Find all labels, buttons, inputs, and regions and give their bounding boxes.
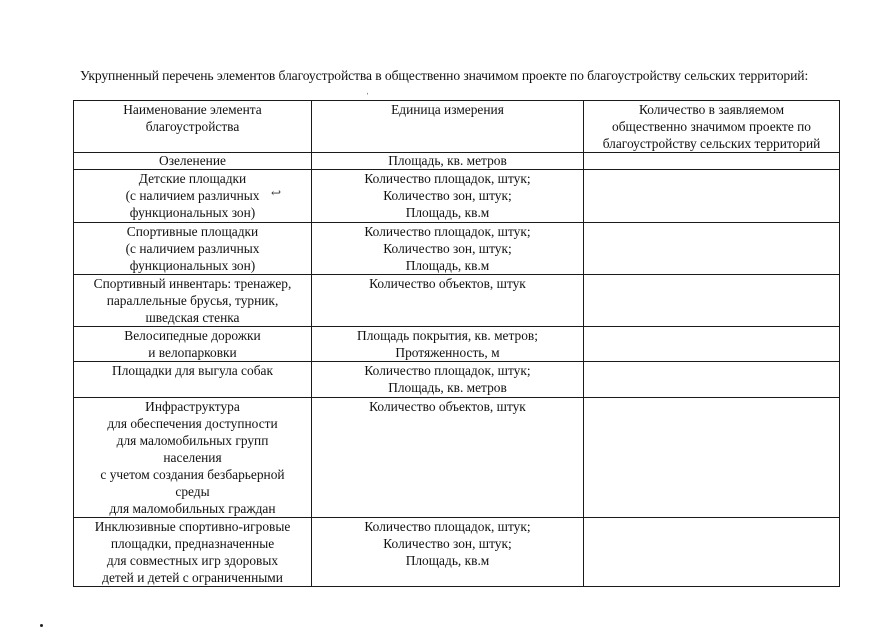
row-quantity — [584, 223, 840, 275]
table-header-row — [74, 101, 840, 153]
table-row — [74, 518, 840, 587]
document-heading: Укрупненный перечень элементов благоустройства в общественно значимом проекте по благоустройству сельских территорий: — [80, 68, 809, 83]
header-unit: Единица измерения — [312, 101, 584, 153]
row-quantity — [584, 518, 840, 587]
table-row — [74, 223, 840, 275]
table-row — [74, 153, 840, 170]
row-unit: Количество объектов, штук — [312, 275, 584, 327]
row-element-name: Инклюзивные спортивно-игровые площадки, предназначенные для совместных игр здоровых детей и детей с ограниченными — [74, 518, 312, 587]
row-unit: Площадь покрытия, кв. метров; Протяженность, м — [312, 327, 584, 362]
scan-speck — [40, 624, 43, 627]
row-element-name: Велосипедные дорожки и велопарковки — [74, 327, 312, 362]
row-quantity — [584, 398, 840, 518]
row-unit: Количество объектов, штук — [312, 398, 584, 518]
table-row — [74, 398, 840, 518]
row-element-name: Детские площадки (с наличием различных функциональных зон) — [74, 170, 312, 223]
row-element-name: Спортивный инвентарь: тренажер, параллельные брусья, турник, шведская стенка — [74, 275, 312, 327]
table-row — [74, 327, 840, 362]
row-quantity — [584, 170, 840, 223]
table-row — [74, 362, 840, 398]
row-unit: Количество площадок, штук; Площадь, кв. метров — [312, 362, 584, 398]
row-quantity — [584, 275, 840, 327]
row-element-name: Спортивные площадки (с наличием различных функциональных зон) — [74, 223, 312, 275]
row-unit: Площадь, кв. метров — [312, 153, 584, 170]
scan-speck: ˌ — [366, 84, 370, 95]
row-quantity — [584, 327, 840, 362]
row-element-name: Инфраструктура для обеспечения доступности для маломобильных групп населения с учетом создания безбарьерной среды для маломобильных граждан — [74, 398, 312, 518]
table-row — [74, 275, 840, 327]
header-element-name: Наименование элемента благоустройства — [74, 101, 312, 153]
header-quantity: Количество в заявляемом общественно значимом проекте по благоустройству сельских территорий — [584, 101, 840, 153]
row-quantity — [584, 153, 840, 170]
row-unit: Количество площадок, штук; Количество зон, штук; Площадь, кв.м — [312, 170, 584, 223]
table-row — [74, 170, 840, 223]
row-unit: Количество площадок, штук; Количество зон, штук; Площадь, кв.м — [312, 223, 584, 275]
pen-mark: ↩ — [271, 186, 282, 200]
row-element-name: Озеленение — [74, 153, 312, 170]
elements-table — [73, 100, 840, 587]
row-element-name: Площадки для выгула собак — [74, 362, 312, 398]
row-unit: Количество площадок, штук; Количество зон, штук; Площадь, кв.м — [312, 518, 584, 587]
row-quantity — [584, 362, 840, 398]
